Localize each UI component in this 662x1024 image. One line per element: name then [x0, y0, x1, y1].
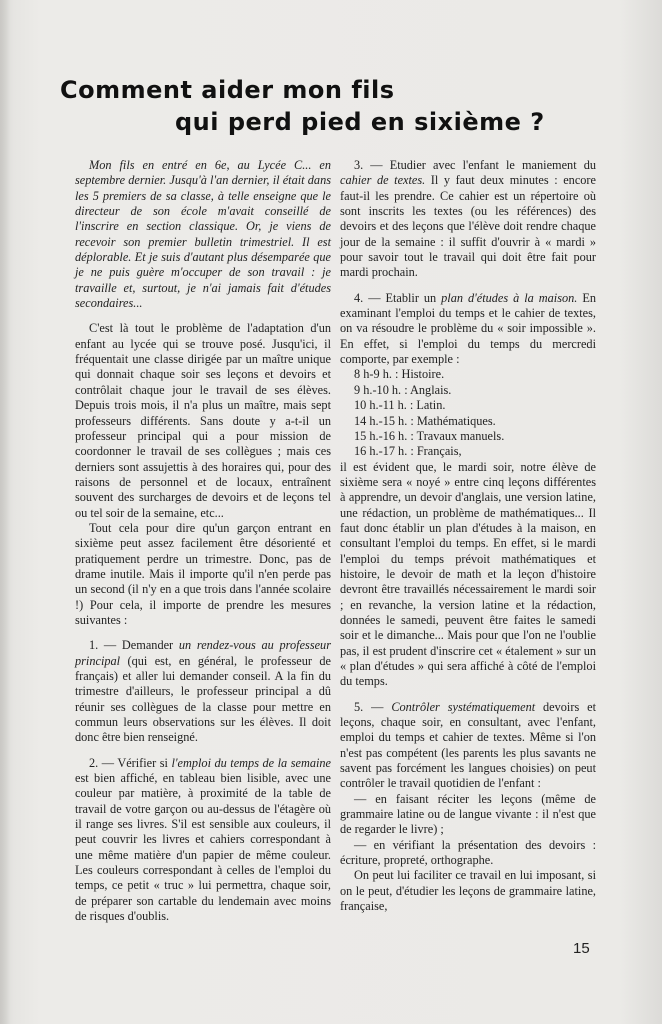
- item-4-text: En examinant l'emploi du temps et le cahier de textes, on va résoudre le problème du « soir impossible ». En effet, si l'emploi du temps du mercredi comporte, par exemple :: [340, 290, 596, 367]
- item-3-emphasis: cahier de textes.: [340, 173, 426, 188]
- intro-letter: Mon fils en entré en 6e, au Lycée C... en septembre dernier. Jusqu'à l'an dernier, il était dans les 5 premiers de sa classe, à telle enseigne que le directeur de son école m'avait conseillé de l'inscrire en section classique. Or, je viens de recevoir son premier bulletin trimestriel. Il est déplorable. Et je suis d'autant plus désemparée que je ne puis guère m'occuper de son travail : je travaille et, surtout, je n'ai jamais fait d'études secondaires...: [75, 158, 331, 311]
- schedule-item: 14 h.-15 h. : Mathématiques.: [354, 413, 496, 428]
- item-5-prefix: 5. —: [354, 699, 392, 714]
- item-2-prefix: 2. — Vérifier si: [89, 755, 172, 770]
- item-1-text: (qui est, en général, le professeur de français) et aller lui demander conseil. A la fin du trimestre d'ailleurs, le professeur principal a dû réunir ses collègues de la classe pour mettre en commun leurs observations sur les élèves. Il doit donc être bien renseigné.: [75, 653, 331, 745]
- item-3-prefix: 3. — Etudier avec l'enfant le maniement du: [354, 158, 596, 172]
- schedule-item: 16 h.-17 h. : Français,: [354, 444, 462, 459]
- item-1: [75, 638, 331, 745]
- paragraph-trimestre: Tout cela pour dire qu'un garçon entrant en sixième peut assez facilement être désorienté et pratiquement perdre un trimestre. Donc, pas de drame inutile. Mais il importe qu'il n'en perde pas un second (il n'y en a que trois dans l'année scolaire !) Pour cela, il importe de prendre les mesures suivantes :: [75, 520, 331, 627]
- schedule-item: 15 h.-16 h. : Travaux manuels.: [354, 428, 505, 443]
- paragraph-adaptation: C'est là tout le problème de l'adaptation d'un enfant au lycée qui se trouve posé. Jusqu'ici, il fréquentait une classe dirigée par un maître unique qui donnait chaque soir ses leçons et devoirs et contrôlait chaque jour le travail de ses élèves. Depuis trois mois, il n'a plus un maître, mais sept professeurs différents. Sans doute y a-t-il un professeur principal qui a pour mission de coordonner le travail de ses collègues ; mais ces derniers sont assujettis à des horaires qui, pour des raisons de personnel et de locaux, entraînent souvent des surcharges de devoirs et de leçons tel ou tel soir de la semaine, etc...: [75, 321, 331, 520]
- dash-item-recite: — en faisant réciter les leçons (même de grammaire latine ou de langue vivante : il n'est que de regarder le livre) ;: [340, 791, 596, 837]
- item-2: [75, 756, 331, 925]
- item-3-text: Il y faut deux minutes : encore faut-il les prendre. Ce cahier est un répertoire où sont inscrits les textes (ou les références) des devoirs et des leçons que l'élève doit rendre chaque jour de la semaine : il suffit d'ouvrir à « mardi » pour savoir tout le travail qui doit être fait pour mardi prochain.: [340, 173, 596, 280]
- paragraph-last: On peut lui faciliter ce travail en lui imposant, si on le peut, d'étudier les leçons de grammaire latine, française,: [340, 868, 596, 914]
- item-4: [340, 291, 596, 368]
- item-5-emphasis: Contrôler systématiquement: [391, 699, 536, 714]
- dash-item-verify: — en vérifiant la présentation des devoirs : écriture, propreté, orthographe.: [340, 837, 596, 868]
- item-2-emphasis: l'emploi du temps de la semaine: [171, 755, 331, 770]
- item-1-emphasis: un rendez-vous au professeur principal: [75, 638, 331, 668]
- title-line-1: Comment aider mon fils: [60, 76, 395, 104]
- item-1-prefix: 1. — Demander: [89, 638, 179, 653]
- title-line-2: qui perd pied en sixième ?: [175, 108, 545, 136]
- item-5: [340, 700, 596, 792]
- item-2-text: est bien affiché, en tableau bien lisible, avec une couleur par matière, à proximité de la table de travail de votre garçon ou au-dessus de l'étagère où il range ses livres. S'il est sensible aux couleurs, il peut couvrir les livres et cahiers correspondant à une même matière d'un papier de même couleur. Les couleurs correspondant à celles de l'emploi du temps, ce petit « truc » lui permettra, chaque soir, de préparer son cartable du lendemain avec moins de risques d'oublis.: [75, 771, 331, 924]
- item-4-prefix: 4. — Etablir un: [354, 290, 442, 305]
- left-column: [75, 158, 331, 935]
- item-4-emphasis: plan d'études à la maison.: [441, 290, 578, 305]
- schedule-list: [340, 367, 596, 459]
- item-5-text: devoirs et leçons, chaque soir, en consultant, avec l'enfant, emploi du temps et cahier de textes. Même si l'on n'est pas compétent (les parents les plus savants ne savent pas forcément les langues choisies) on peut contrôler le travail quotidien de l'enfant :: [340, 699, 596, 791]
- schedule-item: 8 h-9 h. : Histoire.: [354, 367, 445, 382]
- item-4-continuation: il est évident que, le mardi soir, notre élève de sixième sera « noyé » entre cinq leçons différentes à apprendre, un devoir d'anglais, une version latine, une rédaction, un problème de mathématiques... Il faut donc établir un plan d'études à la maison, en consultant l'emploi du temps. En effet, si le mardi l'emploi du temps prévoit mathématiques et histoire, le devoir de math et la leçon d'histoire devront être travaillés nécessairement le mardi soir ; en revanche, la version latine et la rédaction, données le samedi, peuvent être faites le samedi soir et le dimanche... Mais pour que l'on ne l'oublie pas, il est prudent d'inscrire cet « étalement » sur un « plan d'études » qui sera affiché à côté de l'emploi du temps.: [340, 459, 596, 689]
- page-fold-shadow: [0, 0, 10, 1024]
- page-number: 15: [573, 940, 590, 957]
- schedule-item: 10 h.-11 h. : Latin.: [354, 398, 446, 413]
- schedule-item: 9 h.-10 h. : Anglais.: [354, 382, 452, 397]
- item-3: [340, 158, 596, 281]
- right-column: [340, 158, 596, 915]
